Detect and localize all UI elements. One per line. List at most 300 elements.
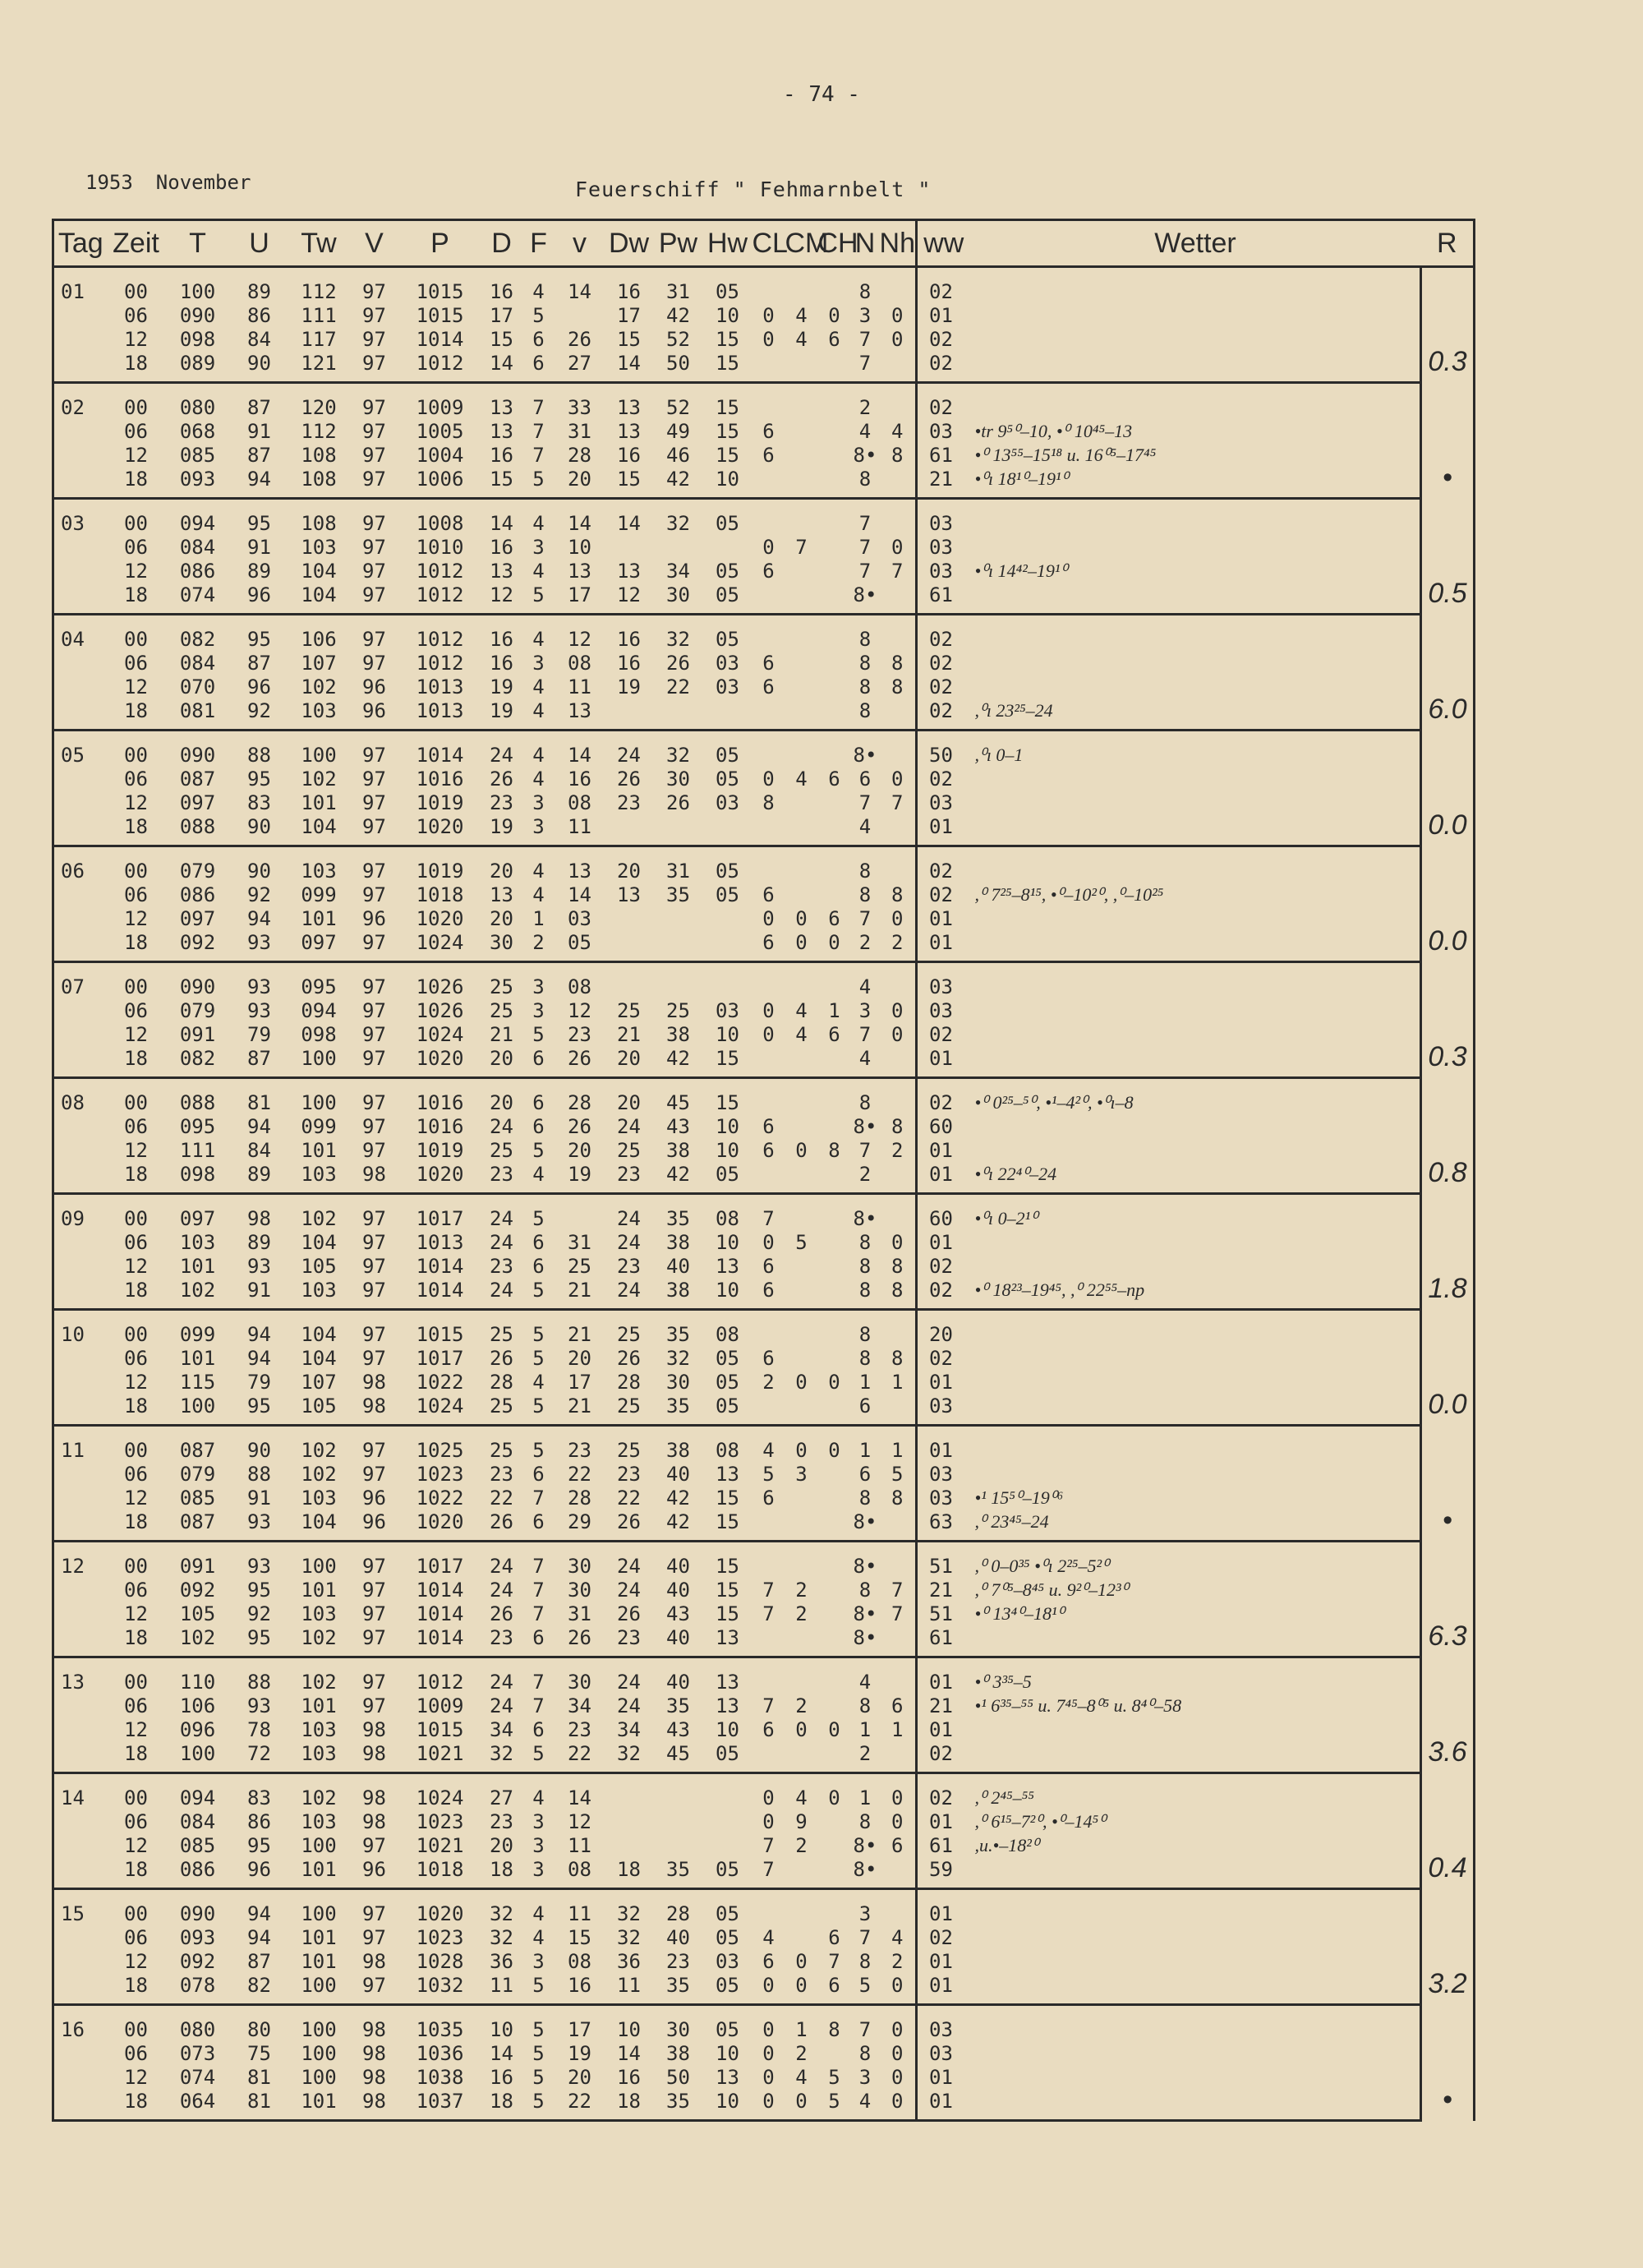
ww-cell: 02 xyxy=(917,698,970,731)
table-row xyxy=(53,1194,1475,1231)
value-cell: 24 xyxy=(490,743,513,767)
value-cell: 97 xyxy=(362,1138,386,1162)
value-cell: 099 xyxy=(301,1114,337,1138)
value-cell xyxy=(818,443,851,467)
value-cell: 72 xyxy=(231,1741,288,1773)
value-cell: 00 xyxy=(124,511,148,535)
day-cell: 13 xyxy=(53,1657,108,1694)
value-cell xyxy=(605,962,654,999)
value-cell xyxy=(785,419,818,443)
value-cell: 10 xyxy=(716,1717,739,1741)
wetter-cell: •¹ 15⁵⁰–19⁰⁶ xyxy=(974,1487,1064,1508)
value-cell: 100 xyxy=(301,1833,337,1857)
value-cell: 06 xyxy=(124,1346,148,1370)
value-cell: 095 xyxy=(301,975,337,998)
day-cell xyxy=(53,559,108,583)
value-cell: 092 xyxy=(165,930,231,962)
value-cell: 05 xyxy=(716,1902,739,1925)
value-cell: 08 xyxy=(716,1438,739,1462)
value-cell: 00 xyxy=(124,1322,148,1346)
value-cell: 16 xyxy=(555,1973,605,2005)
value-cell: 1014 xyxy=(399,1625,481,1657)
value-cell xyxy=(785,1078,818,1115)
value-cell: 25 xyxy=(490,975,513,998)
precip-cell: 0.4 xyxy=(1421,1773,1475,1889)
value-cell: 8• xyxy=(853,743,877,767)
table-row xyxy=(53,267,1475,304)
value-cell: 7 xyxy=(762,1578,775,1602)
value-cell: 30 xyxy=(666,767,690,791)
table-row xyxy=(53,1657,1475,1694)
value-cell: 12 xyxy=(124,327,148,351)
value-cell: 7 xyxy=(858,327,872,351)
value-cell: 93 xyxy=(247,1554,271,1578)
value-cell: 29 xyxy=(555,1510,605,1542)
ww-cell: 01 xyxy=(917,1657,970,1694)
value-cell: 05 xyxy=(716,2017,739,2041)
value-cell: 25 xyxy=(490,1322,513,1346)
value-cell: 094 xyxy=(301,998,337,1022)
day-cell xyxy=(53,1230,108,1254)
value-cell: 42 xyxy=(666,1486,690,1510)
value-cell: 18 xyxy=(605,1857,654,1889)
value-cell: 32 xyxy=(605,1741,654,1773)
wetter-cell: ,⁰ 7⁰⁵–8⁴⁵ u. 9²⁰–12³⁰ xyxy=(974,1579,1129,1600)
value-cell xyxy=(752,1046,785,1078)
value-cell xyxy=(785,499,818,536)
value-cell: 8 xyxy=(891,1346,904,1370)
value-cell: 94 xyxy=(231,467,288,499)
value-cell: 98 xyxy=(362,2041,386,2065)
value-cell: 090 xyxy=(179,975,216,998)
value-cell xyxy=(605,1773,654,1810)
value-cell xyxy=(703,1773,752,1810)
value-cell: 3 xyxy=(858,303,872,327)
value-cell: 5 xyxy=(532,2065,545,2089)
value-cell: 35 xyxy=(654,1973,703,2005)
wetter-cell: •⁰ 13⁵⁵–15¹⁸ u. 16⁰⁵–17⁴⁵ xyxy=(974,444,1157,465)
wetter-cell: ,⁰ 6¹⁵–7²⁰, •⁰–14⁵⁰ xyxy=(974,1810,1106,1832)
value-cell: 8 xyxy=(880,1278,917,1310)
value-cell: 15 xyxy=(716,1486,739,1510)
value-cell: 104 xyxy=(301,1346,337,1370)
value-cell: 06 xyxy=(124,1230,148,1254)
col-header-n: N xyxy=(851,220,880,267)
value-cell: 098 xyxy=(179,327,216,351)
value-cell: 103 xyxy=(301,1809,337,1833)
value-cell xyxy=(752,499,785,536)
value-cell: 25 xyxy=(490,1138,513,1162)
value-cell xyxy=(654,962,703,999)
value-cell: 18 xyxy=(108,1278,165,1310)
value-cell: 43 xyxy=(666,1717,690,1741)
wetter-cell: ,u.•–18²⁰ xyxy=(974,1834,1039,1855)
value-cell: 87 xyxy=(247,443,271,467)
value-cell: 102 xyxy=(301,1438,337,1462)
value-cell: 13 xyxy=(617,559,641,583)
value-cell: 1 xyxy=(858,1438,872,1462)
value-cell: 23 xyxy=(605,1625,654,1657)
precip-cell: 0.8 xyxy=(1421,1078,1475,1194)
value-cell xyxy=(654,814,703,846)
value-cell xyxy=(785,351,818,383)
value-cell: 12 xyxy=(124,791,148,814)
value-cell: 95 xyxy=(247,767,271,791)
value-cell: 06 xyxy=(124,419,148,443)
value-cell: 6 xyxy=(891,1694,904,1717)
value-cell: 084 xyxy=(179,535,216,559)
day-cell xyxy=(53,1510,108,1542)
value-cell: 1012 xyxy=(399,583,481,615)
value-cell: 97 xyxy=(362,651,386,675)
value-cell: 11 xyxy=(555,814,605,846)
value-cell: 8 xyxy=(891,1254,904,1278)
day-cell xyxy=(53,1857,108,1889)
ww-cell: 03 xyxy=(917,559,970,583)
value-cell: 97 xyxy=(362,1090,386,1114)
ww-cell: 03 xyxy=(917,1394,970,1426)
value-cell: 38 xyxy=(666,1138,690,1162)
table-row xyxy=(53,906,1475,930)
value-cell: 1021 xyxy=(399,1741,481,1773)
value-cell: 12 xyxy=(124,1138,148,1162)
value-cell: 7 xyxy=(891,1578,904,1602)
value-cell: 20 xyxy=(490,906,513,930)
value-cell: 0 xyxy=(891,2065,904,2089)
value-cell: 10 xyxy=(716,1114,739,1138)
value-cell: 00 xyxy=(124,1554,148,1578)
value-cell xyxy=(818,1510,851,1542)
value-cell: 078 xyxy=(165,1973,231,2005)
col-header-v: V xyxy=(350,220,399,267)
value-cell: 38 xyxy=(666,1230,690,1254)
value-cell: 3 xyxy=(532,998,545,1022)
col-header-tag: Tag xyxy=(53,220,108,267)
value-cell: 8 xyxy=(828,2017,840,2041)
value-cell: 97 xyxy=(350,351,399,383)
value-cell xyxy=(818,1162,851,1194)
value-cell xyxy=(785,962,818,999)
value-cell: 42 xyxy=(654,1046,703,1078)
value-cell: 4 xyxy=(851,1046,880,1078)
value-cell: 100 xyxy=(301,1554,337,1578)
ww-cell: 01 xyxy=(917,1162,970,1194)
value-cell: 112 xyxy=(301,419,337,443)
wetter-cell xyxy=(970,2005,1421,2042)
value-cell: 22 xyxy=(617,1486,641,1510)
value-cell xyxy=(818,1833,851,1857)
value-cell: 4 xyxy=(532,1370,545,1394)
value-cell: 93 xyxy=(231,1510,288,1542)
value-cell: 0 xyxy=(762,2065,775,2089)
value-cell xyxy=(605,1809,654,1833)
table-row xyxy=(53,1138,1475,1162)
value-cell: 6 xyxy=(762,1114,775,1138)
value-cell: 1026 xyxy=(416,975,464,998)
value-cell: 19 xyxy=(481,814,522,846)
table-row xyxy=(53,1717,1475,1741)
ww-cell: 01 xyxy=(917,1370,970,1394)
value-cell: 16 xyxy=(617,651,641,675)
value-cell: 26 xyxy=(555,1625,605,1657)
value-cell: 086 xyxy=(165,1857,231,1889)
value-cell: 5 xyxy=(795,1230,808,1254)
value-cell: 7 xyxy=(851,351,880,383)
wetter-cell xyxy=(970,1857,1421,1889)
value-cell xyxy=(752,731,785,768)
day-cell xyxy=(53,906,108,930)
day-cell xyxy=(53,1694,108,1717)
value-cell xyxy=(785,1046,818,1078)
value-cell: 2 xyxy=(891,1138,904,1162)
value-cell: 42 xyxy=(654,1510,703,1542)
ww-cell: 02 xyxy=(917,1078,970,1115)
value-cell: 97 xyxy=(350,1973,399,2005)
precip-cell: 0.0 xyxy=(1421,1310,1475,1426)
value-cell: 1 xyxy=(795,2017,808,2041)
ww-cell: 02 xyxy=(917,1925,970,1949)
value-cell: 1015 xyxy=(416,1717,464,1741)
value-cell: 26 xyxy=(568,327,591,351)
col-header-pw: Pw xyxy=(654,220,703,267)
value-cell xyxy=(752,1657,785,1694)
value-cell: 13 xyxy=(716,1694,739,1717)
month-label: November xyxy=(155,171,251,194)
value-cell: 8 xyxy=(858,2041,872,2065)
ww-cell: 03 xyxy=(917,2041,970,2065)
value-cell: 2 xyxy=(858,395,872,419)
value-cell: 97 xyxy=(362,1438,386,1462)
value-cell: 19 xyxy=(617,675,641,698)
value-cell xyxy=(818,1809,851,1833)
value-cell: 1014 xyxy=(416,327,464,351)
value-cell xyxy=(818,1542,851,1579)
value-cell: 20 xyxy=(568,1138,591,1162)
ww-cell: 50 xyxy=(917,731,970,768)
table-row xyxy=(53,559,1475,583)
value-cell: 03 xyxy=(716,791,739,814)
value-cell: 4 xyxy=(532,883,545,906)
day-cell: 08 xyxy=(53,1078,108,1115)
value-cell: 12 xyxy=(124,2065,148,2089)
value-cell: 085 xyxy=(179,1486,216,1510)
value-cell: 6 xyxy=(532,1090,545,1114)
value-cell: 3 xyxy=(858,2065,872,2089)
value-cell: 24 xyxy=(617,1230,641,1254)
value-cell: 7 xyxy=(532,443,545,467)
value-cell: 34 xyxy=(490,1717,513,1741)
value-cell: 98 xyxy=(362,1949,386,1973)
value-cell: 087 xyxy=(179,1438,216,1462)
value-cell: 35 xyxy=(654,2089,703,2121)
value-cell: 0 xyxy=(828,303,840,327)
value-cell xyxy=(818,1486,851,1510)
value-cell: 1019 xyxy=(416,1138,464,1162)
value-cell: 101 xyxy=(301,791,337,814)
value-cell: 8 xyxy=(858,1346,872,1370)
value-cell: 4 xyxy=(532,511,545,535)
value-cell: 32 xyxy=(490,1902,513,1925)
day-cell xyxy=(53,467,108,499)
wetter-cell xyxy=(970,675,1421,698)
value-cell xyxy=(818,1194,851,1231)
precip-cell: 0.3 xyxy=(1421,962,1475,1078)
value-cell: 97 xyxy=(362,303,386,327)
wetter-cell xyxy=(970,1394,1421,1426)
day-cell xyxy=(53,1138,108,1162)
value-cell: 13 xyxy=(568,859,591,883)
table-row xyxy=(53,846,1475,883)
value-cell: 10 xyxy=(703,467,752,499)
value-cell: 15 xyxy=(716,419,739,443)
value-cell xyxy=(785,651,818,675)
value-cell: 24 xyxy=(617,1670,641,1694)
value-cell: 12 xyxy=(124,1486,148,1510)
value-cell: 23 xyxy=(568,1438,591,1462)
value-cell xyxy=(880,1741,917,1773)
value-cell: 35 xyxy=(666,1206,690,1230)
value-cell: 18 xyxy=(108,1394,165,1426)
value-cell: 8• xyxy=(853,1833,877,1857)
value-cell xyxy=(880,351,917,383)
value-cell: 1017 xyxy=(416,1206,464,1230)
value-cell: 117 xyxy=(301,327,337,351)
value-cell: 83 xyxy=(247,791,271,814)
col-header-u: U xyxy=(231,220,288,267)
value-cell: 13 xyxy=(716,1670,739,1694)
value-cell: 7 xyxy=(752,1857,785,1889)
ww-cell: 21 xyxy=(917,467,970,499)
value-cell: 26 xyxy=(666,651,690,675)
value-cell: 101 xyxy=(301,906,337,930)
value-cell: 100 xyxy=(288,1973,350,2005)
value-cell: 84 xyxy=(247,1138,271,1162)
value-cell xyxy=(818,1230,851,1254)
value-cell: 6 xyxy=(752,1278,785,1310)
day-cell xyxy=(53,930,108,962)
value-cell: 2 xyxy=(762,1370,775,1394)
value-cell: 121 xyxy=(288,351,350,383)
value-cell: 099 xyxy=(301,883,337,906)
day-cell xyxy=(53,1162,108,1194)
value-cell: 89 xyxy=(247,1230,271,1254)
ww-cell: 02 xyxy=(917,1022,970,1046)
value-cell: 06 xyxy=(124,1809,148,1833)
table-row xyxy=(53,1578,1475,1602)
value-cell: 104 xyxy=(301,1322,337,1346)
table-row xyxy=(53,1254,1475,1278)
value-cell: 12 xyxy=(124,675,148,698)
value-cell: 24 xyxy=(617,1578,641,1602)
value-cell: 20 xyxy=(555,467,605,499)
value-cell: 103 xyxy=(301,859,337,883)
value-cell: 97 xyxy=(362,327,386,351)
value-cell xyxy=(818,1254,851,1278)
wetter-cell: ,⁰ı 0–1 xyxy=(974,744,1024,765)
value-cell: 106 xyxy=(179,1694,216,1717)
value-cell: 079 xyxy=(179,1462,216,1486)
value-cell: 45 xyxy=(666,1090,690,1114)
value-cell: 1010 xyxy=(416,535,464,559)
value-cell: 8 xyxy=(858,1322,872,1346)
ww-cell: 01 xyxy=(917,930,970,962)
value-cell: 23 xyxy=(490,1462,513,1486)
table-row xyxy=(53,327,1475,351)
value-cell: 16 xyxy=(568,767,591,791)
value-cell xyxy=(880,962,917,999)
value-cell xyxy=(818,1346,851,1370)
value-cell: 3 xyxy=(532,1809,545,1833)
value-cell: 064 xyxy=(165,2089,231,2121)
value-cell xyxy=(880,1889,917,1926)
value-cell: 84 xyxy=(247,327,271,351)
value-cell: 00 xyxy=(124,1090,148,1114)
value-cell: 30 xyxy=(654,583,703,615)
ww-cell: 01 xyxy=(917,1889,970,1926)
value-cell: 35 xyxy=(654,1394,703,1426)
value-cell xyxy=(785,698,818,731)
value-cell: 7 xyxy=(762,1694,775,1717)
wetter-cell: •⁰ı 22⁴⁰–24 xyxy=(970,1162,1421,1194)
value-cell xyxy=(880,698,917,731)
value-cell: 0 xyxy=(795,906,808,930)
value-cell: 15 xyxy=(716,1090,739,1114)
value-cell: 38 xyxy=(666,2041,690,2065)
value-cell: 23 xyxy=(568,1022,591,1046)
value-cell: 05 xyxy=(716,1925,739,1949)
value-cell: 101 xyxy=(288,2089,350,2121)
period-label xyxy=(85,171,274,194)
value-cell xyxy=(818,651,851,675)
value-cell: 102 xyxy=(301,675,337,698)
day-cell: 16 xyxy=(53,2005,108,2042)
value-cell: 24 xyxy=(490,1694,513,1717)
value-cell: 0 xyxy=(762,1809,775,1833)
value-cell: 91 xyxy=(231,1278,288,1310)
value-cell: 28 xyxy=(666,1902,690,1925)
value-cell xyxy=(752,267,785,304)
value-cell: 7 xyxy=(762,1833,775,1857)
ww-cell: 02 xyxy=(917,883,970,906)
value-cell xyxy=(818,1741,851,1773)
value-cell: 06 xyxy=(124,883,148,906)
value-cell: 91 xyxy=(247,1486,271,1510)
day-cell xyxy=(53,351,108,383)
table-row xyxy=(53,535,1475,559)
value-cell: 05 xyxy=(716,1370,739,1394)
value-cell: 10 xyxy=(703,2089,752,2121)
value-cell xyxy=(818,1602,851,1625)
value-cell xyxy=(818,1046,851,1078)
value-cell: 7 xyxy=(795,535,808,559)
value-cell: 8 xyxy=(858,1809,872,1833)
value-cell: 1020 xyxy=(399,1046,481,1078)
ww-cell: 03 xyxy=(917,962,970,999)
value-cell: 18 xyxy=(108,2089,165,2121)
col-header-p: P xyxy=(399,220,481,267)
value-cell: 100 xyxy=(301,1902,337,1925)
value-cell: 86 xyxy=(247,1809,271,1833)
value-cell: 17 xyxy=(568,1370,591,1394)
value-cell: 97 xyxy=(362,883,386,906)
value-cell: 0 xyxy=(762,303,775,327)
wetter-cell xyxy=(970,962,1421,999)
value-cell: 1013 xyxy=(416,1230,464,1254)
value-cell: 101 xyxy=(301,1949,337,1973)
value-cell: 93 xyxy=(247,975,271,998)
ww-cell: 61 xyxy=(917,443,970,467)
value-cell: 6 xyxy=(851,1394,880,1426)
